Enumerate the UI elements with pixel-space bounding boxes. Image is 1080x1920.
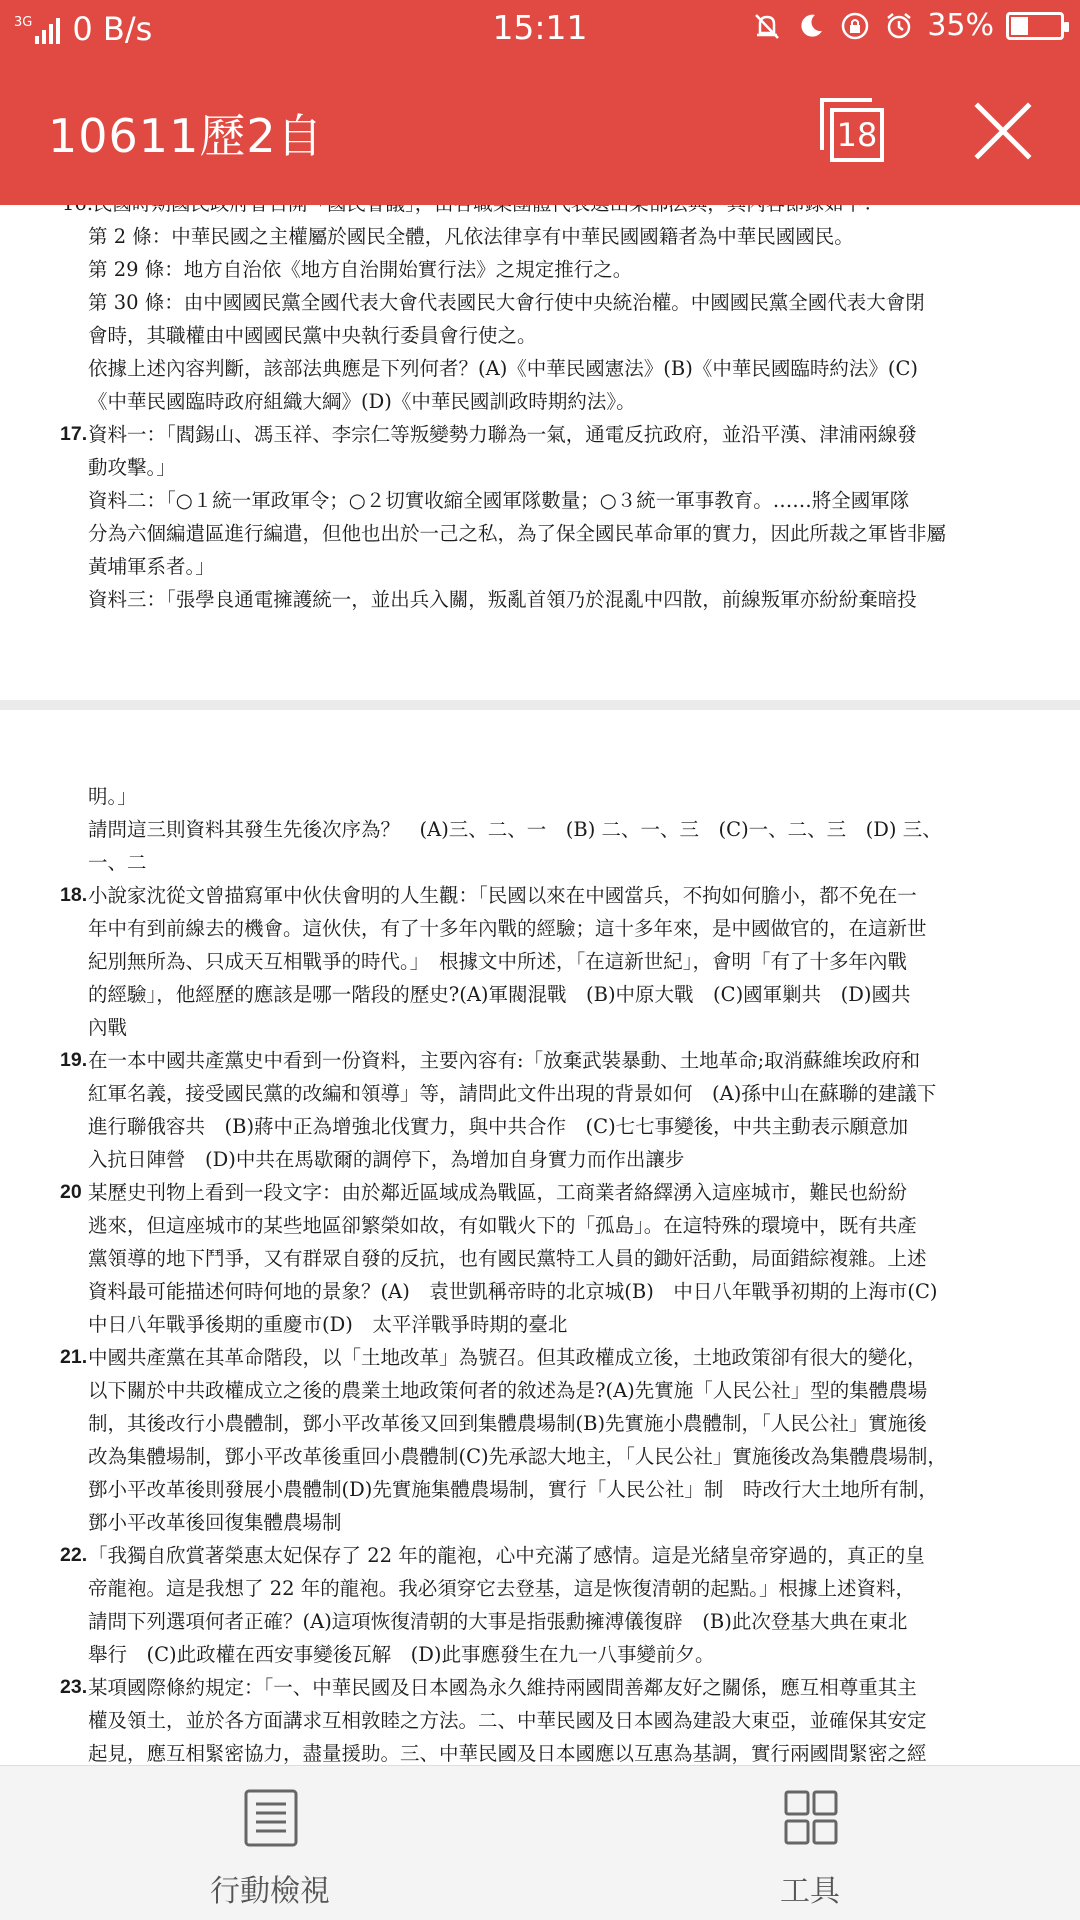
close-icon	[972, 100, 1034, 162]
network-speed: 0 B/s	[72, 10, 153, 48]
question-17	[62, 418, 1022, 616]
page2-content	[62, 780, 1022, 1770]
text-line: 依據上述內容判斷，該部法典應是下列何者？(A)《中華民國憲法》(B)《中華民國臨時約法》(C)	[88, 357, 918, 380]
text-line: 逃來，但這座城市的某些地區卻繁榮如故，有如戰火下的「孤島」。在這特殊的環境中，既有共產	[88, 1214, 917, 1237]
text-line: 鄧小平改革後則發展小農體制(D)先實施集體農場制，實行「人民公社」制 時改行大土地所有制，	[88, 1478, 938, 1501]
text-line: 紅軍名義，接受國民黨的改編和領導」等，請問此文件出現的背景如何 (A)孫中山在蘇聯的建議下	[88, 1082, 937, 1105]
document-list-icon	[243, 1788, 299, 1848]
text-line: 資料二：「○１統一軍政軍令；○２切實收縮全國軍隊數量；○３統一軍事教育。……將全國軍隊	[88, 489, 910, 512]
close-button[interactable]	[972, 100, 1034, 162]
page-separator	[0, 700, 1080, 710]
question-18	[62, 879, 1022, 1044]
question-number: 20	[60, 1181, 82, 1203]
top-bar	[0, 0, 1080, 205]
text-line: 《中華民國臨時政府組織大綱》(D)《中華民國訓政時期約法》。	[88, 390, 636, 413]
text-line: 第 29 條：地方自治依《地方自治開始實行法》之規定推行之。	[88, 258, 633, 281]
moon-icon	[795, 10, 827, 42]
page-count: 18	[830, 108, 884, 162]
tools-label: 工具	[780, 1874, 840, 1909]
text-line: 第 30 條：由中國國民黨全國代表大會代表國民大會行使中央統治權。中國國民黨全國代表大會閉	[88, 291, 925, 314]
mobile-view-button[interactable]	[160, 1788, 380, 1908]
page1-content	[62, 220, 1022, 616]
question-23	[62, 1671, 1022, 1770]
network-type: 3G	[14, 15, 33, 30]
status-right	[751, 8, 1064, 43]
page-count-button[interactable]	[820, 98, 884, 160]
text-line: 起見，應互相緊密協力，盡量援助。三、中華民國及日本國應以互惠為基調，實行兩國間緊密之經	[88, 1742, 927, 1765]
rotation-lock-icon	[839, 10, 871, 42]
text-line: 明。」	[88, 785, 137, 808]
text-line: 「我獨自欣賞著榮惠太妃保存了 22 年的龍袍，心中充滿了感情。這是光緒皇帝穿過的，真正的皇	[88, 1544, 925, 1567]
text-line: 帝龍袍。這是我想了 22 年的龍袍。我必須穿它去登基，這是恢復清朝的起點。」根據上述資料，	[88, 1577, 915, 1600]
text-line: 改為集體場制，鄧小平改革後重回小農體制(C)先承認大地主，「人民公社」實施後改為集體農場制，	[88, 1445, 947, 1468]
document-page-2[interactable]	[0, 710, 1080, 1765]
alarm-icon	[883, 10, 915, 42]
question-number: 21.	[60, 1346, 88, 1368]
question-number: 18.	[60, 884, 88, 906]
text-line: 第 2 條：中華民國之主權屬於國民全體，凡依法律享有中華民國國籍者為中華民國國民。	[88, 225, 854, 248]
text-line: 請問下列選項何者正確？(A)這項恢復清朝的大事是指張勳擁溥儀復辟 (B)此次登基大典在東北	[88, 1610, 908, 1633]
text-line: 資料三：「張學良通電擁護統一，並出兵入關，叛亂首領乃於混亂中四散，前線叛軍亦紛紛棄暗投	[88, 588, 917, 611]
text-line: 資料一：「閻錫山、馮玉祥、李宗仁等叛變勢力聯為一氣，通電反抗政府，並沿平漢、津浦兩線發	[88, 423, 917, 446]
text-line: 黃埔軍系者。」	[88, 555, 215, 578]
text-line: 會時，其職權由中國國民黨中央執行委員會行使之。	[88, 324, 537, 347]
text-line: 入抗日陣營 (D)中共在馬歇爾的調停下，為增加自身實力而作出讓步	[88, 1148, 685, 1171]
question-20	[62, 1176, 1022, 1341]
document-page-1[interactable]	[0, 205, 1080, 700]
status-bar	[0, 0, 1080, 58]
text-line: 紀別無所為、只成天互相戰爭的時代。」 根據文中所述，「在這新世紀」，會明「有了十多年內戰	[88, 950, 908, 973]
text-line: 權及領土，並於各方面講求互相敦睦之方法。二、中華民國及日本國為建設大東亞，並確保其安定	[88, 1709, 927, 1732]
text-line: 一、二	[88, 851, 147, 874]
question-number: 19.	[60, 1049, 88, 1071]
text-line: 的經驗」，他經歷的應該是哪一階段的歷史?(A)軍閥混戰 (B)中原大戰 (C)國軍剿共 (D)國共	[88, 983, 911, 1006]
text-line: 黨領導的地下鬥爭，又有群眾自發的反抗，也有國民黨特工人員的鋤奸活動，局面錯綜複雜。上述	[88, 1247, 927, 1270]
question-number: 22.	[60, 1544, 88, 1566]
text-line: 在一本中國共產黨史中看到一份資料，主要內容有:「放棄武裝暴動、土地革命;取消蘇維埃政府和	[88, 1049, 921, 1072]
text-line: 舉行 (C)此政權在西安事變後瓦解 (D)此事應發生在九一八事變前夕。	[88, 1643, 715, 1666]
text-line: 資料最可能描述何時何地的景象？(A) 袁世凱稱帝時的北京城(B) 中日八年戰爭初期的上海市(C)	[88, 1280, 938, 1303]
text-line: 進行聯俄容共 (B)蔣中正為增強北伐實力，與中共合作 (C)七七事變後，中共主動表示願意加	[88, 1115, 909, 1138]
battery-percent: 35%	[927, 8, 994, 43]
question-19	[62, 1044, 1022, 1176]
text-line: 小說家沈從文曾描寫軍中伙伕會明的人生觀：「民國以來在中國當兵，不拘如何膽小，都不免在一	[88, 884, 917, 907]
mute-bell-icon	[751, 10, 783, 42]
question-22	[62, 1539, 1022, 1671]
question-21	[62, 1341, 1022, 1539]
text-line: 以下關於中共政權成立之後的農業土地政策何者的敘述為是?(A)先實施「人民公社」型的集體農場	[88, 1379, 928, 1402]
text-line: 動攻擊。」	[88, 456, 176, 479]
text-line: 中國共產黨在其革命階段，以「土地改革」為號召。但其政權成立後，土地政策卻有很大的變化，	[88, 1346, 927, 1369]
question-number: 23.	[60, 1676, 88, 1698]
text-line: 鄧小平改革後回復集體農場制	[88, 1511, 342, 1534]
battery-icon	[1006, 12, 1064, 40]
text-line: 請問這三則資料其發生先後次序為？ (A)三、二、一 (B) 二、一、三 (C)一、二、三 (D) 三、	[88, 818, 942, 841]
text-line: 制，其後改行小農體制，鄧小平改革後又回到集體農場制(B)先實施小農體制，「人民公社」實施後	[88, 1412, 927, 1435]
text-line: 某項國際條約規定：「一、中華民國及日本國為永久維持兩國間善鄰友好之關係，應互相尊重其主	[88, 1676, 917, 1699]
clock: 15:11	[492, 8, 588, 47]
text-line: 內戰	[88, 1016, 128, 1039]
text-line: 中日八年戰爭後期的重慶市(D) 太平洋戰爭時期的臺北	[88, 1313, 568, 1336]
text-line: 某歷史刊物上看到一段文字：由於鄰近區域成為戰區，工商業者絡繹湧入這座城市，難民也紛紛	[88, 1181, 908, 1204]
text-line: 分為六個編遣區進行編遣，但他也出於一己之私，為了保全國民革命軍的實力，因此所裁之軍皆非屬	[88, 522, 947, 545]
bottom-toolbar	[0, 1765, 1080, 1920]
document-title: 10611歷2自	[48, 109, 324, 163]
mobile-view-label: 行動檢視	[210, 1874, 330, 1909]
question-number: 17.	[60, 423, 88, 445]
grid-icon	[783, 1788, 839, 1848]
text-line: 年中有到前線去的機會。這伙伕，有了十多年內戰的經驗；這十多年來，是中國做官的，在這新世	[88, 917, 927, 940]
tools-button[interactable]	[700, 1788, 920, 1908]
